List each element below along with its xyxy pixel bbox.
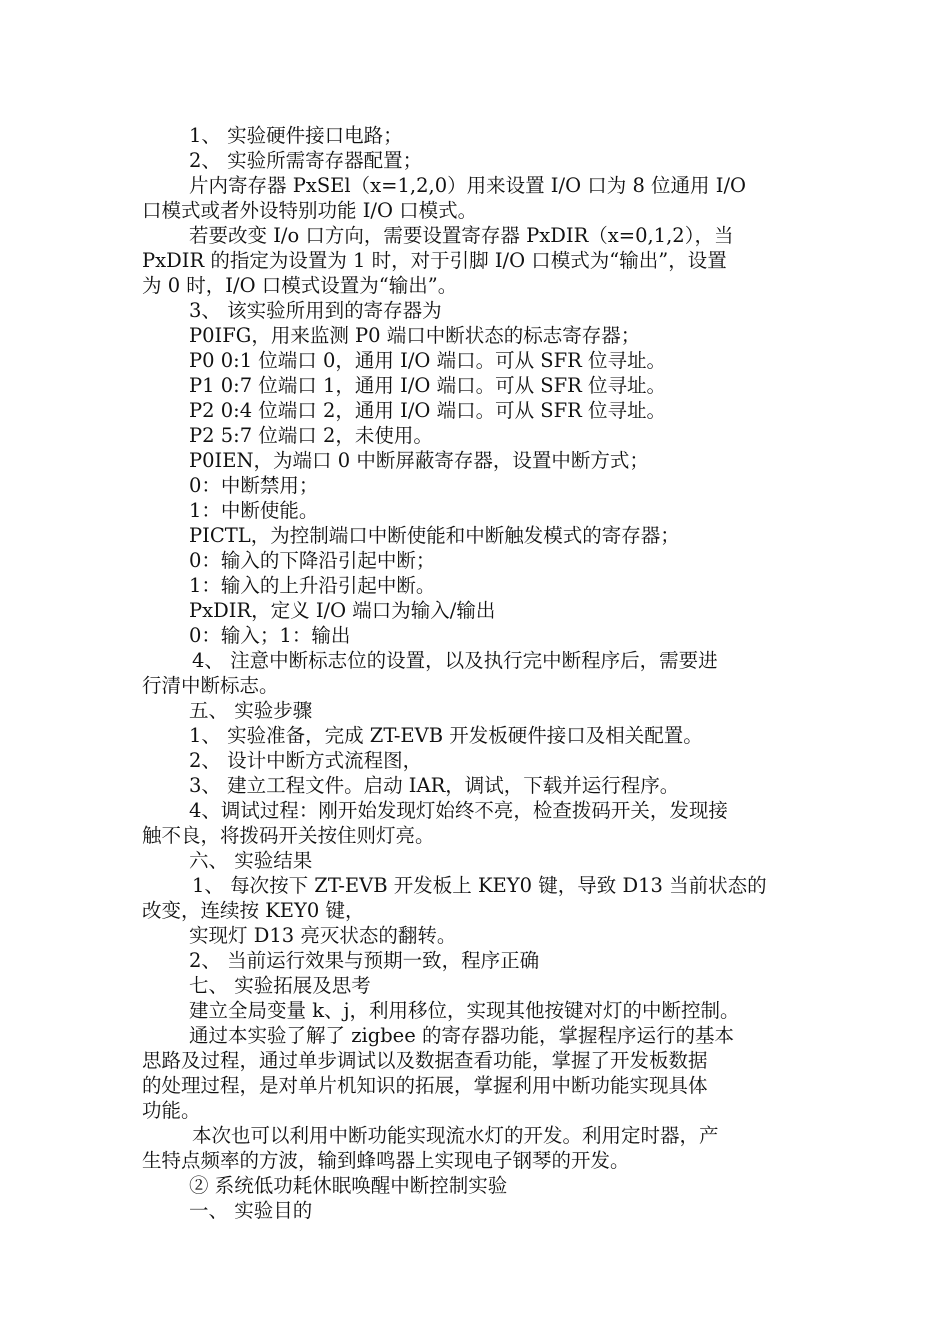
text-line: P1 0:7 位端口 1，通用 I/O 端口。可从 SFR 位寻址。 — [189, 374, 667, 397]
text-line: 实现灯 D13 亮灭状态的翻转。 — [189, 924, 457, 947]
text-line: 1、 实验硬件接口电路； — [189, 124, 403, 147]
text-line: 若要改变 I/o 口方向，需要设置寄存器 PxDIR（x=0,1,2），当 — [189, 224, 734, 247]
text-line: P2 5:7 位端口 2，未使用。 — [189, 424, 433, 447]
text-line: 生特点频率的方波，输到蜂鸣器上实现电子钢琴的开发。 — [142, 1149, 630, 1172]
text-line: 通过本实验了解了 zigbee 的寄存器功能，掌握程序运行的基本 — [189, 1024, 734, 1047]
text-line: 七、 实验拓展及思考 — [189, 974, 371, 997]
text-line: 口模式或者外设特别功能 I/O 口模式。 — [142, 199, 478, 222]
text-line: 功能。 — [142, 1099, 201, 1122]
text-line: P0IFG，用来监测 P0 端口中断状态的标志寄存器； — [189, 324, 641, 347]
text-line: 为 0 时，I/O 口模式设置为“输出”。 — [142, 274, 458, 297]
text-line: 本次也可以利用中断功能实现流水灯的开发。利用定时器，产 — [192, 1124, 719, 1147]
text-line: 1：输入的上升沿引起中断。 — [189, 574, 436, 597]
text-line: 0：输入；1：输出 — [189, 624, 351, 647]
text-line: 改变，连续按 KEY0 键， — [142, 899, 365, 922]
text-line: 行清中断标志。 — [142, 674, 279, 697]
text-line: 0：输入的下降沿引起中断； — [189, 549, 436, 572]
text-line: 3、 建立工程文件。启动 IAR，调试，下载并运行程序。 — [189, 774, 680, 797]
text-line: 片内寄存器 PxSEl（x=1,2,0）用来设置 I/O 口为 8 位通用 I/O — [189, 174, 747, 197]
text-line: 4、调试过程：刚开始发现灯始终不亮，检查拨码开关，发现接 — [189, 799, 728, 822]
text-line: 2、 当前运行效果与预期一致，程序正确 — [189, 949, 540, 972]
text-line: 2、 实验所需寄存器配置； — [189, 149, 423, 172]
text-line: ② 系统低功耗休眠唤醒中断控制实验 — [189, 1174, 508, 1197]
text-line: 思路及过程，通过单步调试以及数据查看功能，掌握了开发板数据 — [142, 1049, 708, 1072]
text-line: 六、 实验结果 — [189, 849, 313, 872]
text-line: 0：中断禁用； — [189, 474, 319, 497]
text-line: 五、 实验步骤 — [189, 699, 313, 722]
text-line: 触不良，将拨码开关按住则灯亮。 — [142, 824, 435, 847]
text-line: P0 0:1 位端口 0，通用 I/O 端口。可从 SFR 位寻址。 — [189, 349, 667, 372]
text-line: 3、 该实验所用到的寄存器为 — [189, 299, 442, 322]
text-line: P2 0:4 位端口 2，通用 I/O 端口。可从 SFR 位寻址。 — [189, 399, 667, 422]
text-line: 1、 每次按下 ZT-EVB 开发板上 KEY0 键，导致 D13 当前状态的 — [192, 874, 767, 897]
text-line: 2、 设计中断方式流程图， — [189, 749, 423, 772]
text-line: PxDIR，定义 I/O 端口为输入/输出 — [189, 599, 496, 622]
text-line: 1：中断使能。 — [189, 499, 319, 522]
text-line: 1、 实验准备，完成 ZT-EVB 开发板硬件接口及相关配置。 — [189, 724, 703, 747]
text-line: 一、 实验目的 — [189, 1199, 313, 1222]
text-line: P0IEN，为端口 0 中断屏蔽寄存器，设置中断方式； — [189, 449, 649, 472]
text-line: 的处理过程，是对单片机知识的拓展，掌握利用中断功能实现具体 — [142, 1074, 708, 1097]
text-line: PICTL，为控制端口中断使能和中断触发模式的寄存器； — [189, 524, 680, 547]
document-body — [142, 123, 812, 1223]
text-line: PxDIR 的指定为设置为 1 时，对于引脚 I/O 口模式为“输出”，设置 — [142, 249, 727, 272]
text-line: 4、 注意中断标志位的设置，以及执行完中断程序后，需要进 — [192, 649, 718, 672]
text-line: 建立全局变量 k、j，利用移位，实现其他按键对灯的中断控制。 — [189, 999, 740, 1022]
